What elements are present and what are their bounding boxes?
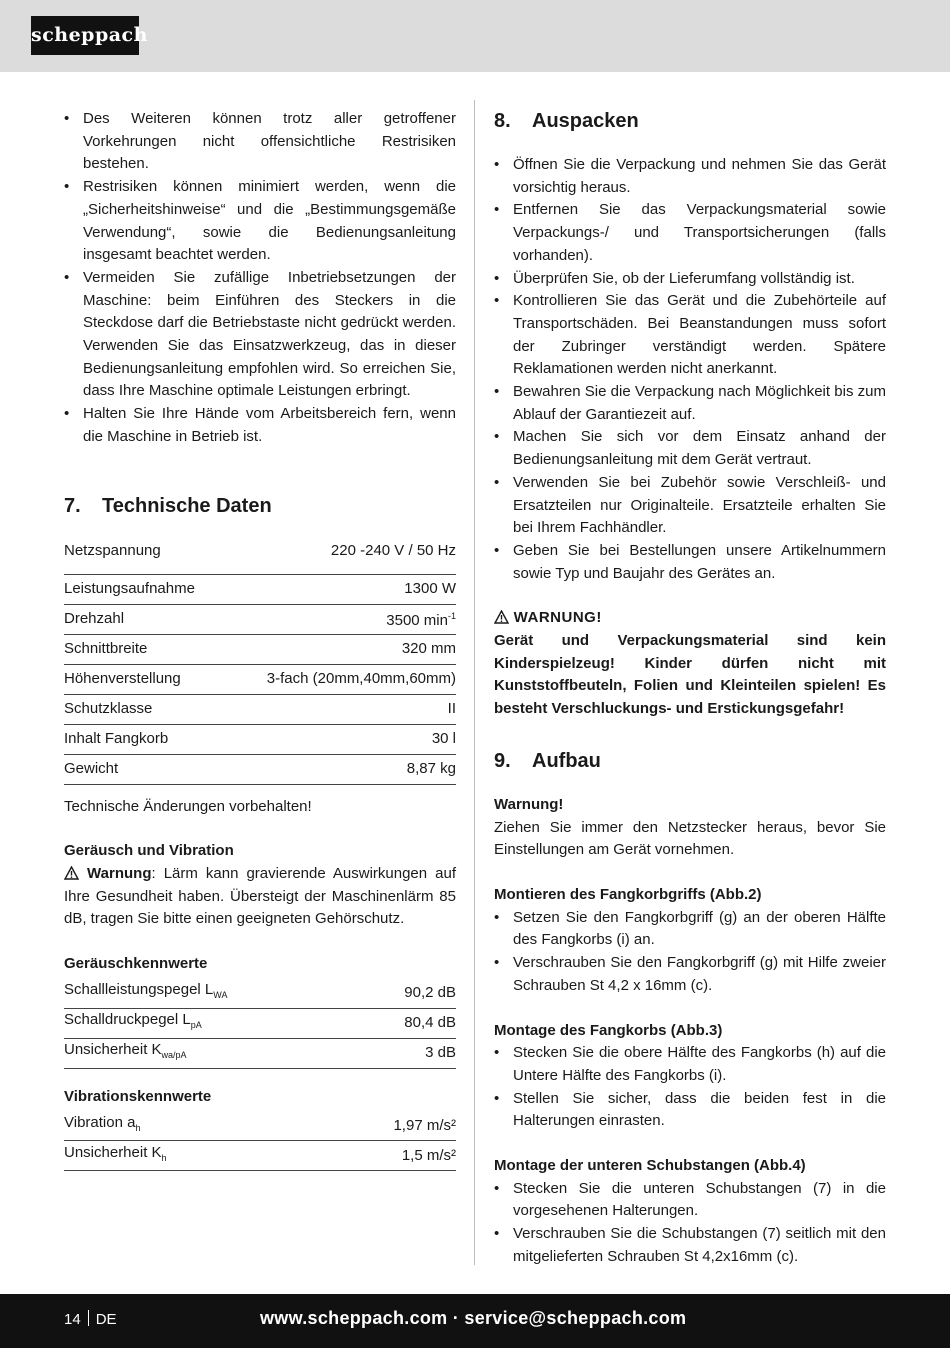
warning-text: : Lärm kann gravierende Auswirkungen auf Ihre Gesundheit haben. Übersteigt der Maschinenlärm 85 dB, tragen Sie bitte einen geeigneten Gehörschutz. — [64, 864, 457, 928]
section-number: 8. — [494, 110, 511, 132]
table-row — [64, 1009, 456, 1039]
label-sub: wa/pA — [161, 1050, 187, 1061]
page-separator — [88, 1310, 89, 1326]
section-number: 7. — [64, 494, 81, 517]
list-item: • Entfernen Sie das Verpackungsmaterial sowie Verpackungs-/ und Transportsicherungen (falls vorhanden). — [494, 199, 886, 267]
list-item: • Stecken Sie die unteren Schubstangen (7) in die vorgesehenen Halterungen. — [494, 1178, 886, 1223]
label-sub: h — [161, 1153, 167, 1164]
spec-label: Inhalt Fangkorb — [64, 729, 169, 747]
spec-label: Gewicht — [64, 759, 119, 777]
spec-table — [64, 539, 456, 785]
spec-label: Schnittbreite — [64, 639, 148, 657]
list-item: • Verwenden Sie bei Zubehör sowie Verschleiß- und Ersatzteilen nur Originalteile. Ersatzteile erhalten Sie bei Ihrem Fachhändler. — [494, 472, 886, 540]
list-item: • Des Weiteren können trotz aller getroffener Vorkehrungen nicht offensichtliche Restrisiken bestehen. — [64, 108, 456, 176]
list-item: • Vermeiden Sie zufällige Inbetriebsetzungen der Maschine: beim Einführen des Steckers in die Steckdose darf die Betriebstaste nicht gedrückt werden. Verwenden Sie das Einsatzwerkzeug, das in dieser Bedienungsanleitung empfohlen wird. So erreichen Sie, dass Ihre Maschine optimale Leistungen erbringt. — [64, 267, 456, 403]
noise-warning — [64, 863, 456, 931]
subsection-bullets — [494, 1042, 886, 1133]
subsection-heading: Montage der unteren Schubstangen (Abb.4) — [494, 1157, 806, 1175]
list-item: • Kontrollieren Sie das Gerät und die Zubehörteile auf Transportschäden. Bei Beanstandungen muss sofort der Zubringer verständigt werden. Spätere Reklamationen werden nicht anerkannt. — [494, 290, 886, 381]
spec-value: 3-fach (20mm,40mm,60mm) — [266, 669, 456, 687]
spec-label: Schutzklasse — [64, 699, 153, 717]
warning-triangle-icon — [494, 610, 509, 624]
list-item: • Machen Sie sich vor dem Einsatz anhand der Bedienungsanleitung mit dem Gerät vertraut. — [494, 426, 886, 471]
list-item: • Bewahren Sie die Verpackung nach Möglichkeit bis zum Ablauf der Garantiezeit auf. — [494, 381, 886, 426]
value-label — [64, 1142, 167, 1170]
list-item: • Stellen Sie sicher, dass die beiden fest in die Halterungen einrasten. — [494, 1088, 886, 1133]
vibration-table — [64, 1111, 456, 1171]
spec-label: Drehzahl — [64, 609, 125, 627]
section-8-heading — [494, 108, 886, 134]
section-title: Auspacken — [532, 110, 639, 132]
unpacking-bullets — [494, 154, 886, 585]
value: 1,5 m/s² — [401, 1146, 456, 1164]
table-row — [64, 575, 456, 605]
page-number: 14 — [64, 1311, 81, 1328]
spec-value: II — [447, 699, 456, 717]
column-divider — [474, 100, 475, 1265]
spec-value: 1300 W — [404, 579, 456, 597]
noise-table — [64, 979, 456, 1069]
table-row — [64, 979, 456, 1009]
scheppach-logo: scheppach — [31, 16, 139, 55]
value: 3 dB — [425, 1043, 456, 1061]
page-footer — [0, 1294, 950, 1348]
list-item: • Geben Sie bei Bestellungen unsere Artikelnummern sowie Typ und Baujahr des Gerätes an. — [494, 540, 886, 585]
vibration-values-heading: Vibrationskennwerte — [64, 1087, 212, 1105]
spec-value: 30 l — [431, 729, 456, 747]
list-item: • Setzen Sie den Fangkorbgriff (g) an der oberen Hälfte des Fangkorbs (i) an. — [494, 907, 886, 952]
value-label — [64, 1112, 140, 1140]
subsection-heading: Montage des Fangkorbs (Abb.3) — [494, 1021, 723, 1039]
list-item: • Restrisiken können minimiert werden, wenn die „Sicherheitshinweise“ und die „Bestimmungsgemäße Verwendung“, sowie die Bedienungsanleitung insgesamt beachtet werden. — [64, 176, 456, 267]
warning-text: Gerät und Verpackungsmaterial sind kein Kinderspielzeug! Kinder dürfen nicht mit Kunststoffbeuteln, Folien und Kleinteilen spielen! Es besteht Verschluckungs- und Erstickungsgefahr! — [494, 632, 886, 718]
table-row — [64, 635, 456, 665]
table-row — [64, 755, 456, 785]
spec-value-sup: -1 — [447, 611, 456, 622]
noise-values-heading: Geräuschkennwerte — [64, 955, 208, 973]
table-row — [64, 539, 456, 575]
section-7-heading — [64, 493, 456, 519]
spec-label: Leistungsaufnahme — [64, 579, 195, 597]
label-text: Vibration a — [64, 1114, 136, 1132]
spec-value: 8,87 kg — [406, 759, 456, 777]
footer-contact: www.scheppach.com · service@scheppach.com — [260, 1308, 687, 1328]
warning-label: Warnung — [87, 864, 152, 882]
section-number: 9. — [494, 749, 511, 772]
subsection-heading: Montieren des Fangkorbgriffs (Abb.2) — [494, 885, 762, 903]
table-row — [64, 605, 456, 635]
table-row — [64, 1141, 456, 1171]
table-row — [64, 1039, 456, 1069]
label-text: Schalldruckpegel L — [64, 1011, 191, 1029]
label-sub: WA — [213, 990, 228, 1001]
table-row — [64, 695, 456, 725]
list-item: • Verschrauben Sie den Fangkorbgriff (g) mit Hilfe zweier Schrauben St 4,2 x 16mm (c). — [494, 952, 886, 997]
spec-value-text: 3500 min — [386, 612, 448, 630]
technical-note: Technische Änderungen vorbehalten! — [64, 797, 312, 815]
list-item: • Halten Sie Ihre Hände vom Arbeitsbereich fern, wenn die Maschine in Betrieb ist. — [64, 403, 456, 448]
assembly-warning-text: Ziehen Sie immer den Netzstecker heraus, bevor Sie Einstellungen am Gerät vornehmen. — [494, 818, 886, 859]
left-column — [64, 108, 456, 1171]
value-label — [64, 979, 227, 1007]
value-label — [64, 1039, 187, 1067]
spec-value — [386, 605, 456, 633]
subsection-bullets — [494, 907, 886, 998]
noise-heading: Geräusch und Vibration — [64, 842, 234, 860]
value: 80,4 dB — [404, 1013, 456, 1031]
spec-value: 220 -240 V / 50 Hz — [330, 541, 456, 559]
warning-title-text: WARNUNG! — [513, 609, 602, 627]
page-header — [0, 0, 950, 72]
section-9-heading — [494, 748, 886, 774]
right-column — [494, 108, 886, 1269]
label-text: Schallleistungspegel L — [64, 981, 214, 999]
section-title: Aufbau — [532, 749, 601, 772]
value: 90,2 dB — [404, 983, 456, 1001]
list-item: • Öffnen Sie die Verpackung und nehmen Sie das Gerät vorsichtig heraus. — [494, 154, 886, 199]
table-row — [64, 665, 456, 695]
table-row — [64, 1111, 456, 1141]
list-item: • Überprüfen Sie, ob der Lieferumfang vollständig ist. — [494, 268, 886, 291]
warning-triangle-icon — [64, 866, 79, 880]
section-title: Technische Daten — [102, 494, 272, 517]
page-indicator — [64, 1310, 117, 1328]
spec-label: Netzspannung — [64, 541, 161, 559]
warning-title — [494, 607, 886, 630]
list-item: • Verschrauben Sie die Schubstangen (7) seitlich mit den mitgelieferten Schrauben St 4,2x16mm (c). — [494, 1223, 886, 1268]
language-code: DE — [95, 1311, 117, 1328]
label-text: Unsicherheit K — [64, 1144, 162, 1162]
label-sub: h — [135, 1123, 141, 1134]
table-row — [64, 725, 456, 755]
list-item: • Stecken Sie die obere Hälfte des Fangkorbs (h) auf die Untere Hälfte des Fangkorbs (i). — [494, 1042, 886, 1087]
value: 1,97 m/s² — [393, 1116, 456, 1134]
spec-label: Höhenverstellung — [64, 669, 181, 687]
subsection-bullets — [494, 1178, 886, 1269]
spec-value: 320 mm — [401, 639, 456, 657]
label-sub: pA — [190, 1020, 202, 1031]
safety-bullets — [64, 108, 456, 449]
assembly-warning-heading: Warnung! — [494, 795, 564, 813]
label-text: Unsicherheit K — [64, 1041, 162, 1059]
value-label — [64, 1009, 202, 1037]
